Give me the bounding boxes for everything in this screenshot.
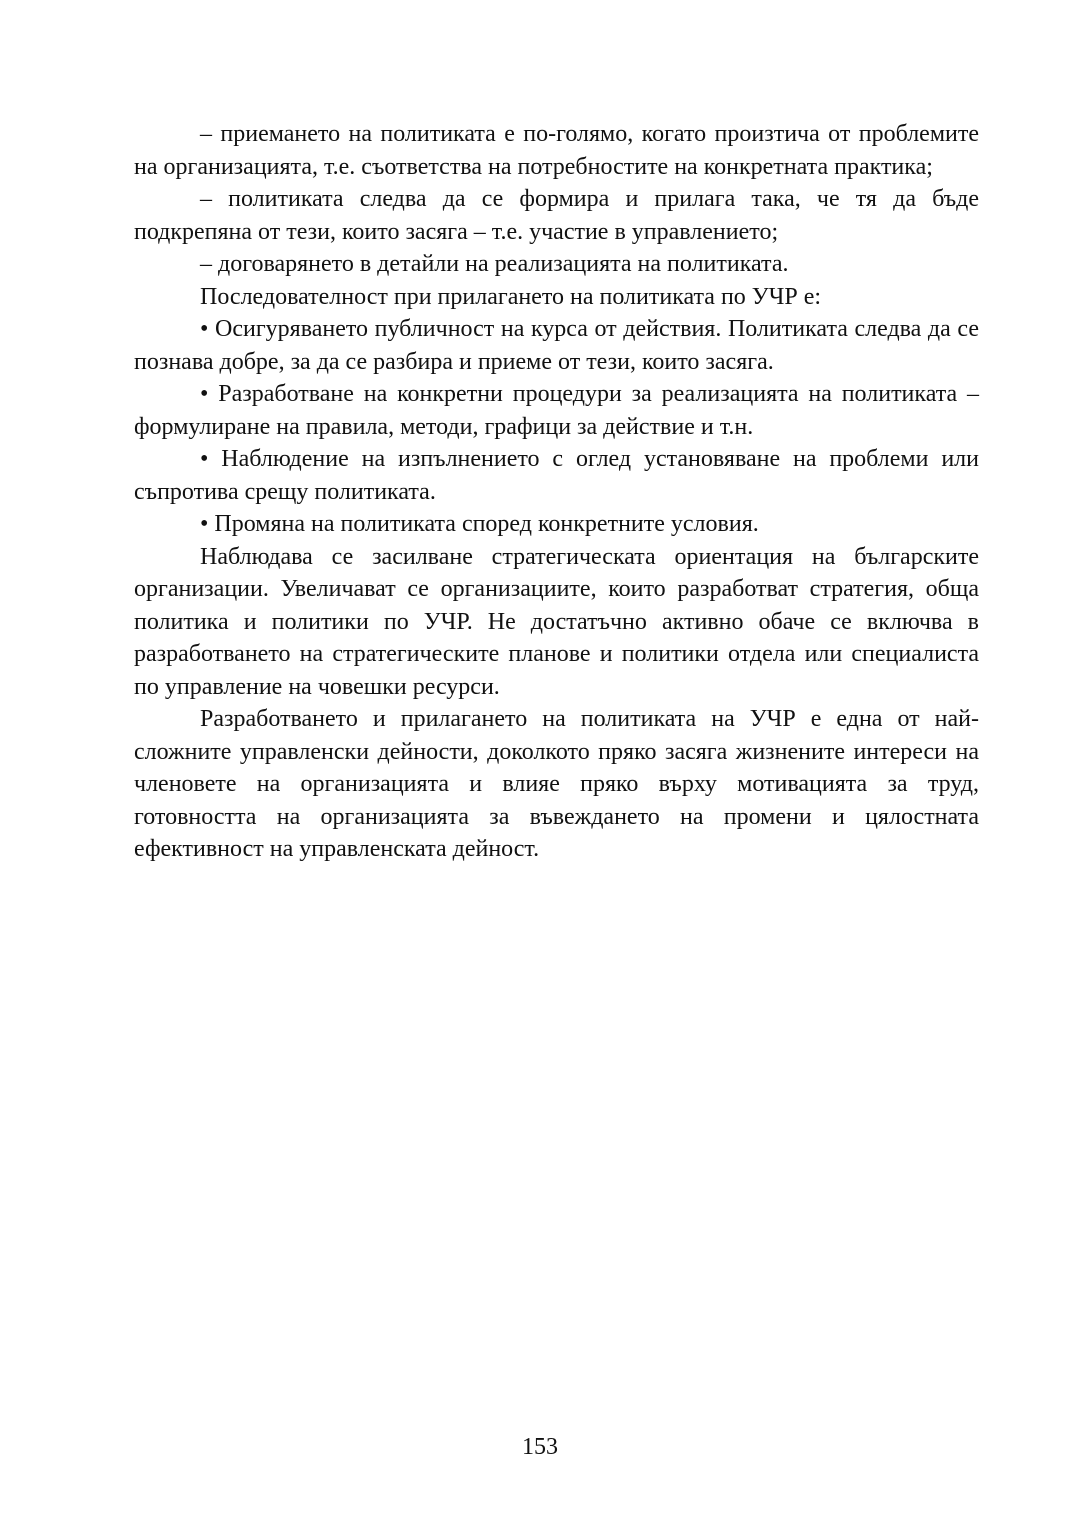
page-number: 153: [522, 1434, 558, 1460]
bullet-procedures: • Разработване на конкретни процедури за реализацията на политиката – формулиране на правила, методи, графици за действие и т.н.: [134, 381, 979, 440]
paragraph-policy-development: Разработването и прилагането на политиката на УЧР е една от най-сложните управленски дейности, доколкото пряко засяга жизнените интереси на членовете на организацията и влияе пряко върху мотивацията за труд, готовността на организацията за въвеждането на промени и цялостната ефективност на управленската дейност.: [134, 706, 979, 862]
bullet-publicity: • Осигуряването публичност на курса от действия. Политиката следва да се познава добре, за да се разбира и приеме от тези, които засяга.: [134, 316, 979, 375]
bullet-change: • Промяна на политиката според конкретните условия.: [200, 511, 759, 537]
paragraph-sequence-intro: Последователност при прилагането на политиката по УЧР е:: [200, 283, 822, 310]
paragraph-policy-acceptance: – приемането на политиката е по-голямо, когато произтича от проблемите на организацията, т.е. съответства на потребностите на конкретната практика;: [134, 121, 979, 180]
bullet-monitoring: • Наблюдение на изпълнението с оглед установяване на проблеми или съпротива срещу политиката.: [134, 446, 979, 505]
body-text: [134, 118, 979, 866]
paragraph-policy-support: – политиката следва да се формира и прилага така, че тя да бъде подкрепяна от тези, които засяга – т.е. участие в управлението;: [134, 186, 979, 245]
paragraph-strategic-orientation: Наблюдава се засилване стратегическата ориентация на българските организации. Увеличават се организациите, които разработват стратегия, обща политика и политики по УЧР. Не достатъчно активно обаче се включва в разработването на стратегическите планове и политики отдела или специалиста по управление на човешки ресурси.: [134, 543, 979, 700]
paragraph-negotiation: – договарянето в детайли на реализацията на политиката.: [200, 251, 789, 277]
